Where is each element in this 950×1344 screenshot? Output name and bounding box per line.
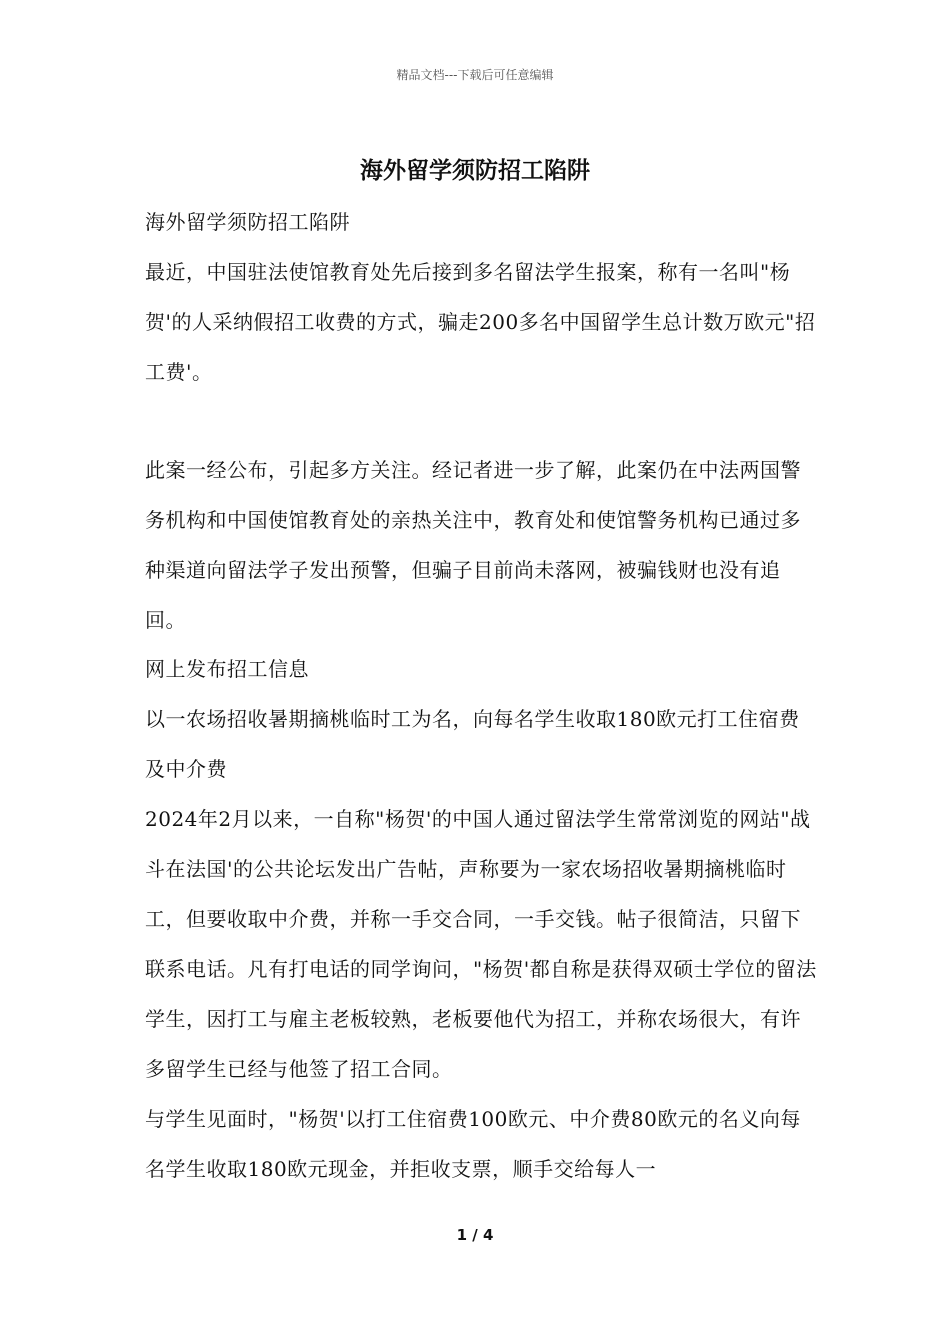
page-indicator: 1 / 4 xyxy=(456,1226,494,1244)
paragraph-details: 2024年2月以来，一自称"杨贺'的中国人通过留法学生常常浏览的网站"战斗在法国'的公共论坛发出广告帖，声称要为一家农场招收暑期摘桃临时工，但要收取中介费，并称一手交合同，一手交钱。帖子很简洁，只留下联系电话。凡有打电话的同学询问，"杨贺'都自称是获得双硕士学位的留法学生，因打工与雇主老板较熟，老板要他代为招工，并称农场很大，有许多留学生已经与他签了招工合同。 xyxy=(145,807,817,1081)
paragraph-meeting: 与学生见面时，"杨贺'以打工住宿费100欧元、中介费80欧元的名义向每名学生收取180欧元现金，并拒收支票，顺手交给每人一 xyxy=(145,1107,801,1181)
document-title: 海外留学须防招工陷阱 xyxy=(360,158,590,184)
paragraph-intro: 最近，中国驻法使馆教育处先后接到多名留法学生报案，称有一名叫"杨贺'的人采纳假招工收费的方式，骗走200多名中国留学生总计数万欧元"招工费'。 xyxy=(145,260,816,384)
paragraph-summary: 以一农场招收暑期摘桃临时工为名，向每名学生收取180欧元打工住宿费及中介费 xyxy=(145,707,800,781)
paragraph-subtitle: 海外留学须防招工陷阱 xyxy=(145,210,350,234)
header-note: 精品文档---下载后可任意编辑 xyxy=(396,68,554,82)
paragraph-case: 此案一经公布，引起多方关注。经记者进一步了解，此案仍在中法两国警务机构和中国使馆教育处的亲热关注中，教育处和使馆警务机构已通过多种渠道向留法学子发出预警，但骗子目前尚未落网，被骗钱财也没有追回。 xyxy=(145,458,801,632)
paragraph-heading-online: 网上发布招工信息 xyxy=(145,657,309,681)
